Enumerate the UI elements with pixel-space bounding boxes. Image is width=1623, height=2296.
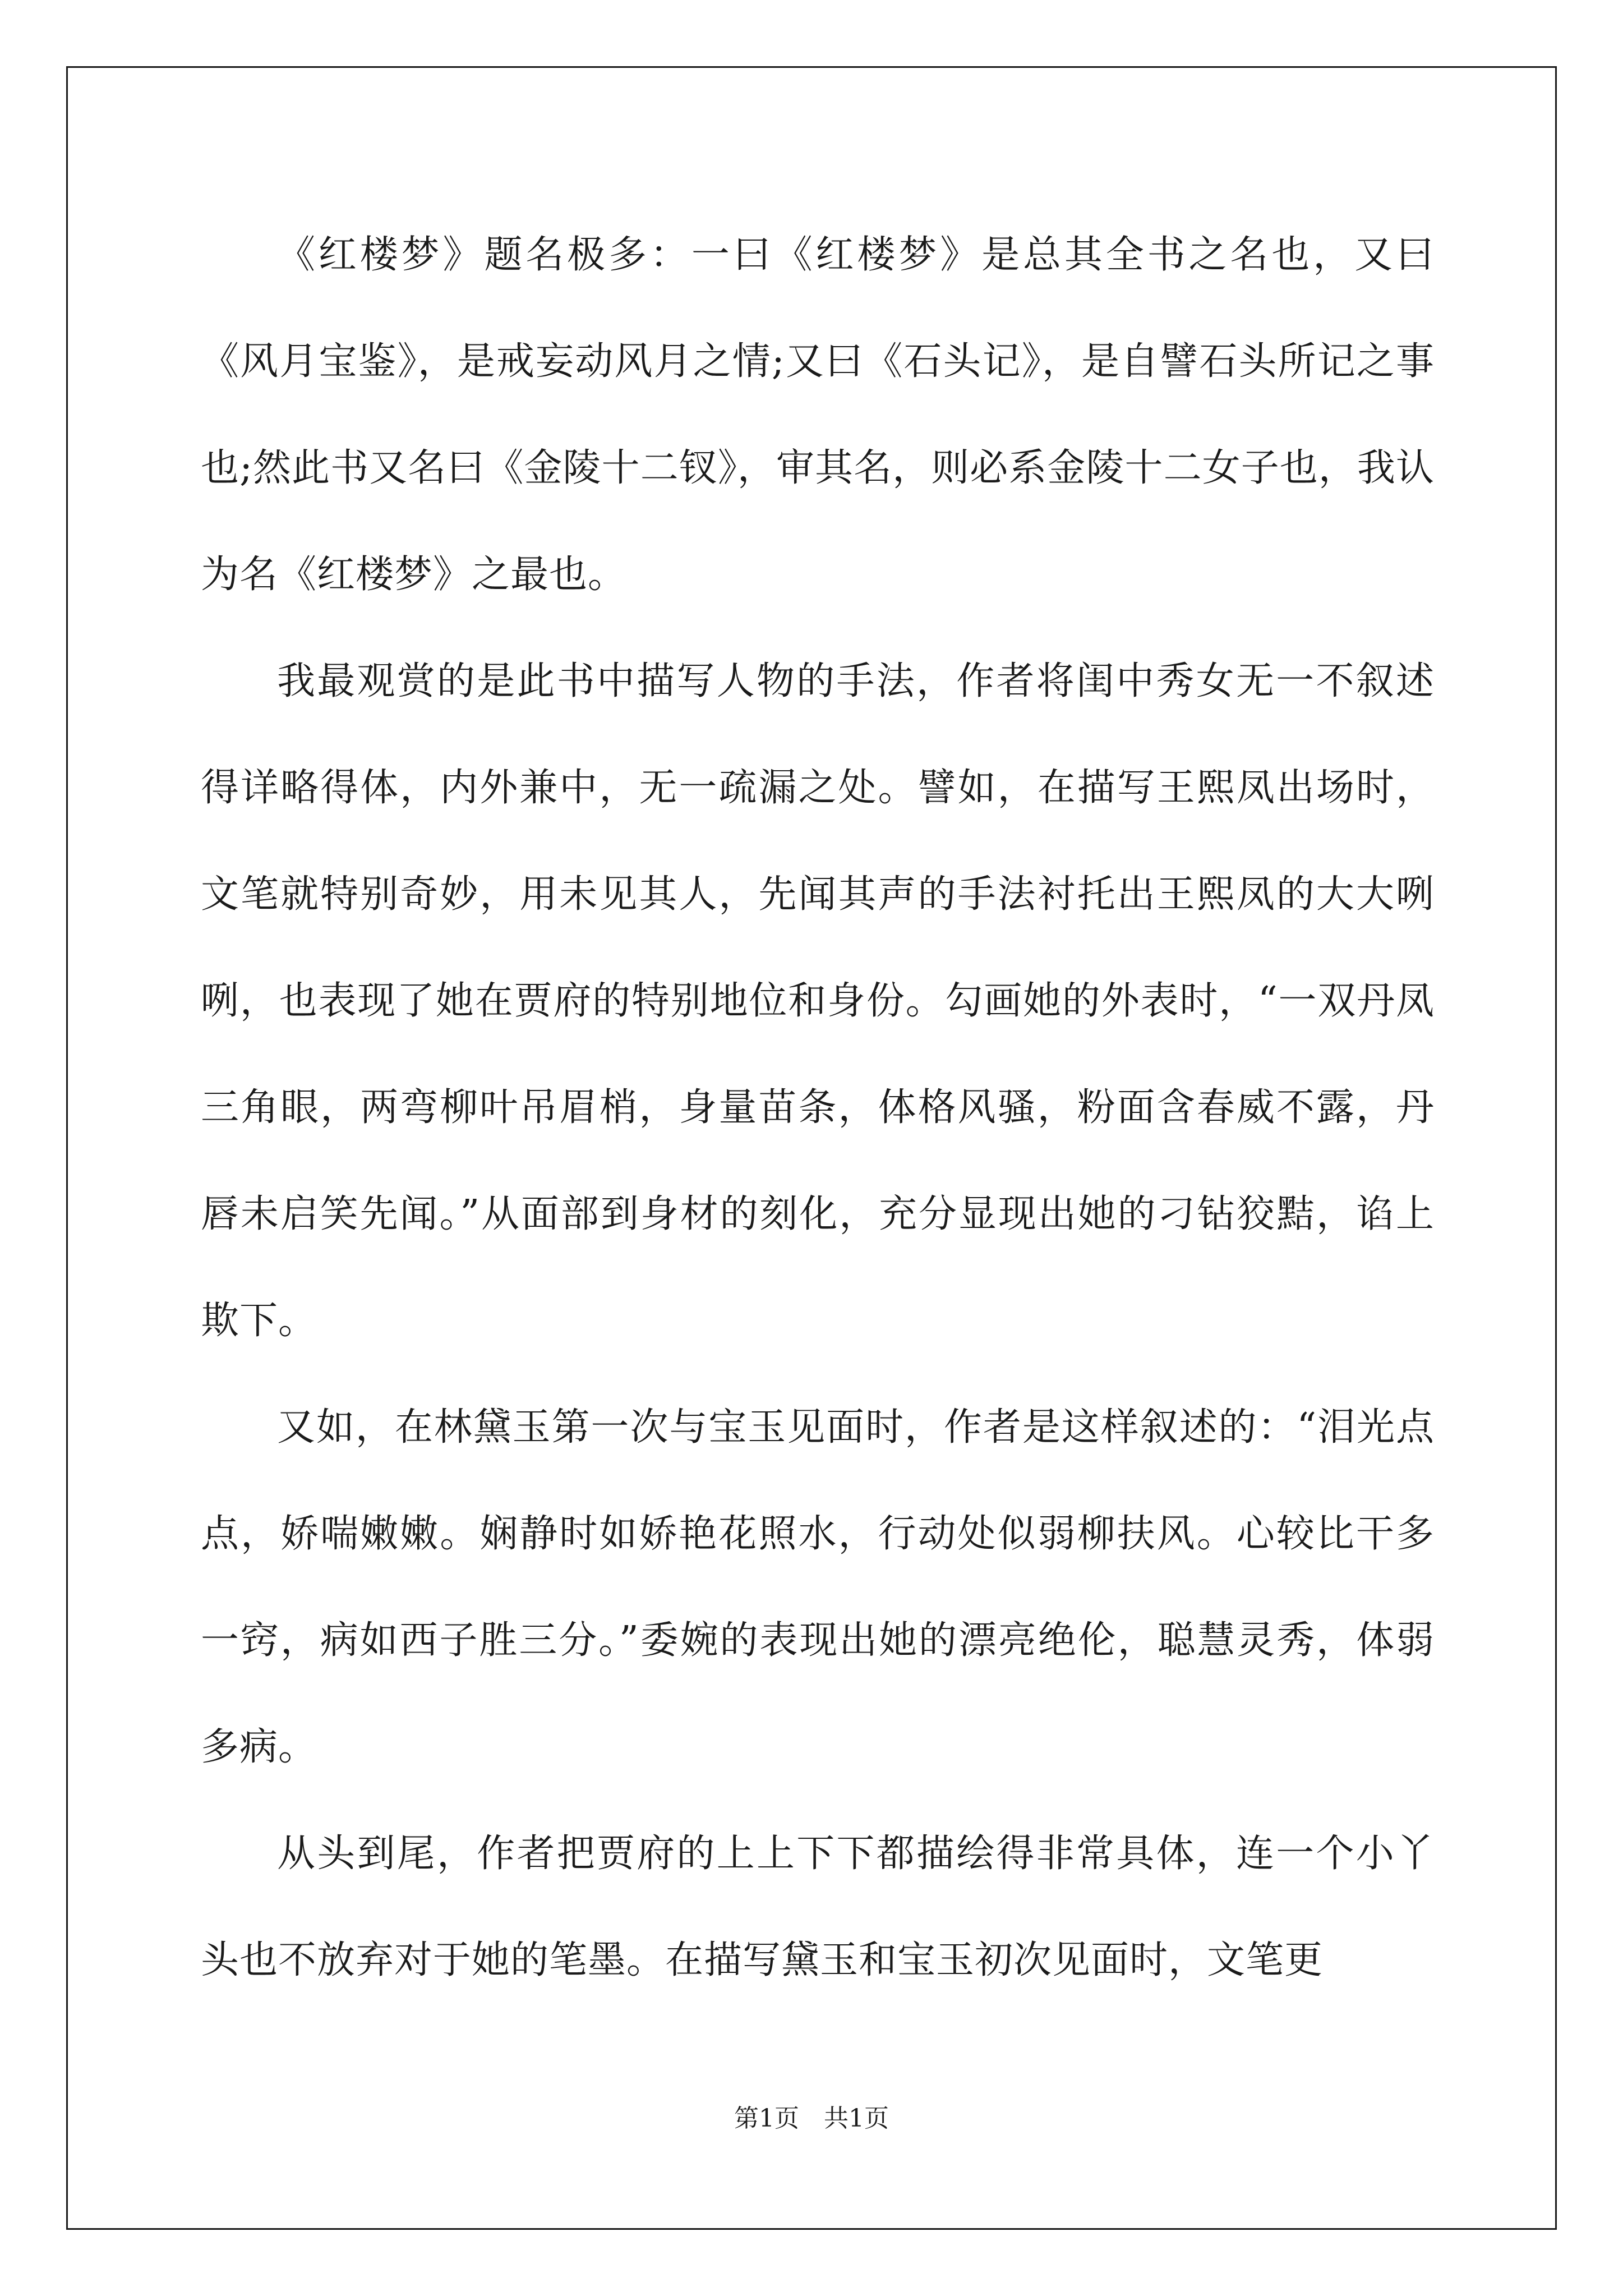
paragraph-1: 《红楼梦》题名极多：一曰《红楼梦》是总其全书之名也，又曰《风月宝鉴》，是戒妄动风月之情;又曰《石头记》，是自譬石头所记之事也;然此书又名曰《金陵十二钗》，审其名，则必系金陵十二女子也，我认为名《红楼梦》之最也。 <box>201 233 1435 597</box>
page-footer <box>0 2098 1623 2134</box>
document-body <box>201 202 1435 2014</box>
paragraph-4: 从头到尾，作者把贾府的上上下下都描绘得非常具体，连一个小丫头也不放弃对于她的笔墨。在描写黛玉和宝玉初次见面时，文笔更 <box>201 1832 1435 1982</box>
page-number-total: 共1页 <box>824 2104 889 2133</box>
paragraph-3: 又如，在林黛玉第一次与宝玉见面时，作者是这样叙述的：“泪光点点，娇喘嫩嫩。娴静时如娇艳花照水，行动处似弱柳扶风。心较比干多一窍，病如西子胜三分。”委婉的表现出她的漂亮绝伦，聪慧灵秀，体弱多病。 <box>201 1405 1435 1769</box>
page-number-current: 第1页 <box>734 2104 799 2133</box>
paragraph-2: 我最观赏的是此书中描写人物的手法，作者将闺中秀女无一不叙述得详略得体，内外兼中，无一疏漏之处。譬如，在描写王熙凤出场时，文笔就特别奇妙，用未见其人，先闻其声的手法衬托出王熙凤的大大咧咧，也表现了她在贾府的特别地位和身份。勾画她的外表时，“一双丹凤三角眼，两弯柳叶吊眉梢，身量苗条，体格风骚，粉面含春威不露，丹唇未启笑先闻。”从面部到身材的刻化，充分显现出她的刁钻狡黠，谄上欺下。 <box>201 659 1435 1343</box>
